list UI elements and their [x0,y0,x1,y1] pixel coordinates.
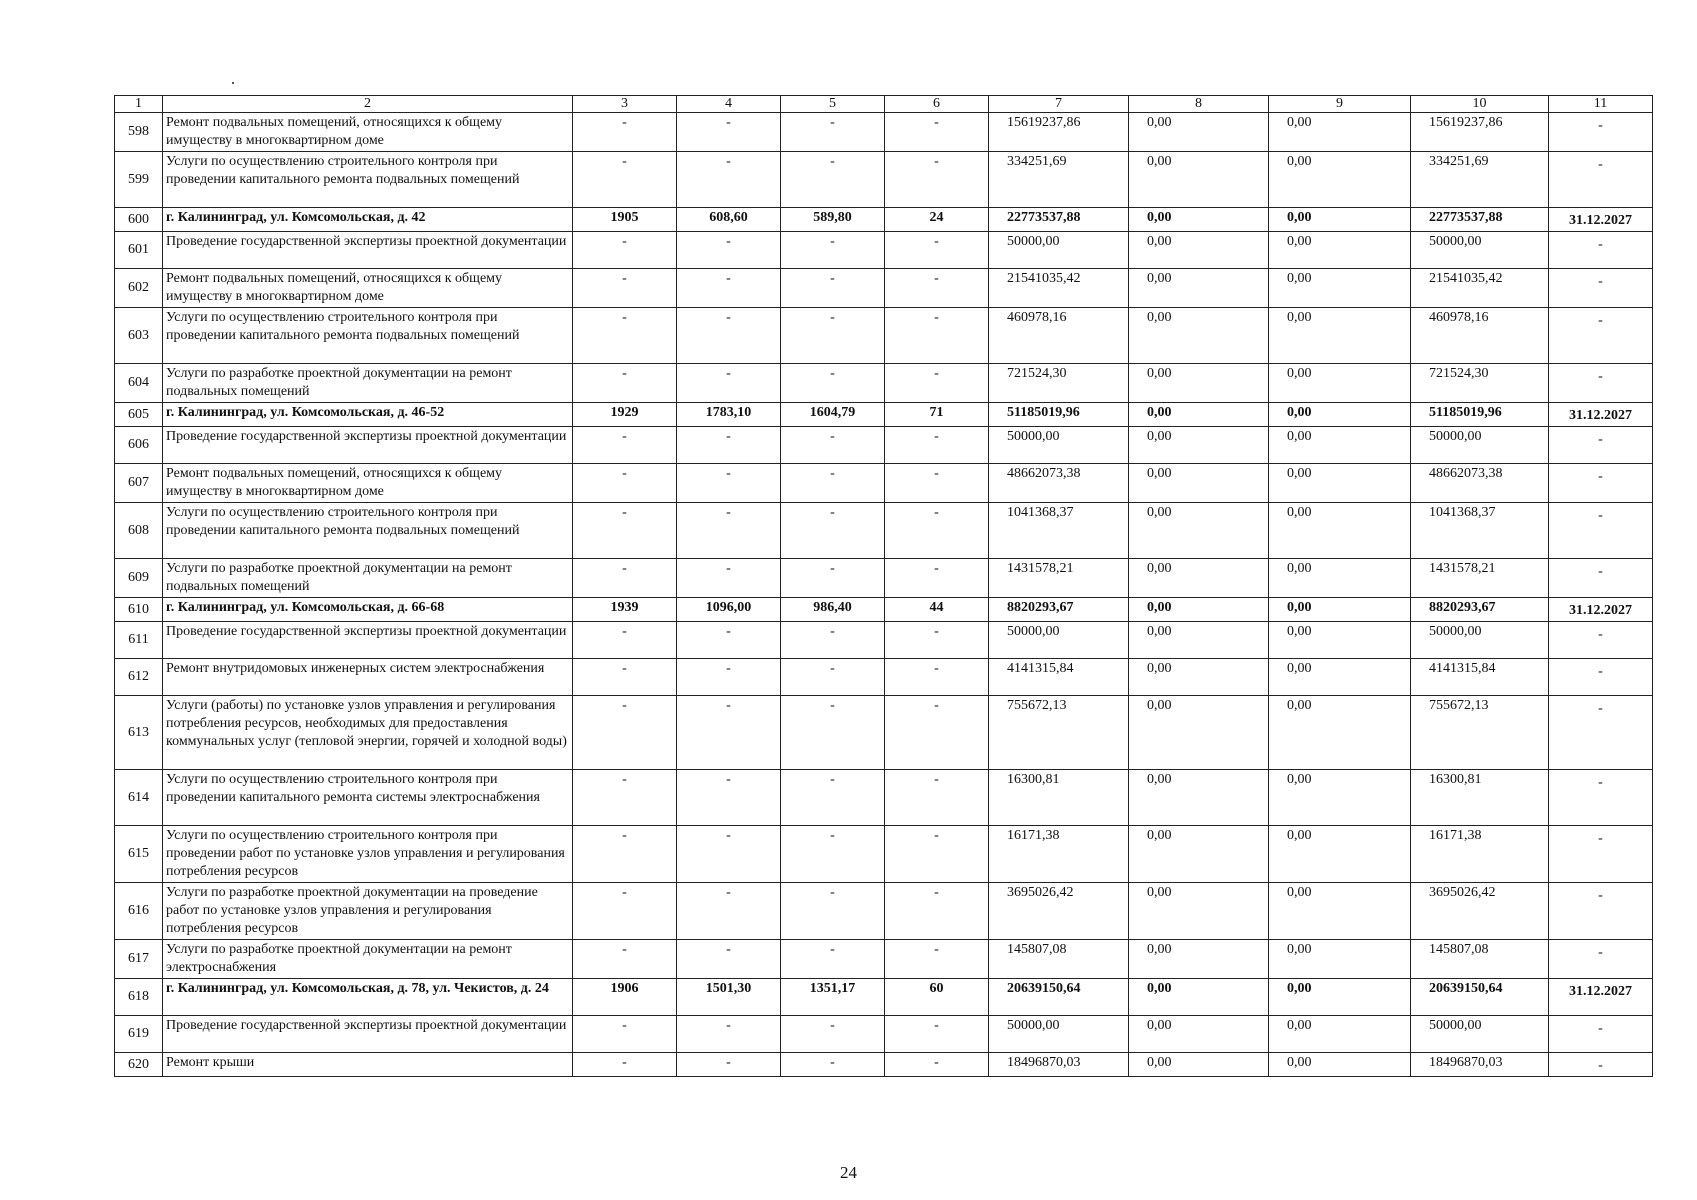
residents-count: - [885,503,989,559]
total-cost: 16171,38 [989,826,1129,883]
build-year: - [573,826,677,883]
table-row [115,598,1653,622]
residents-count: 60 [885,979,989,1016]
fund-amount-9: 0,00 [1269,364,1411,403]
fund-amount-8: 0,00 [1129,770,1269,826]
owners-funds: 3695026,42 [1411,883,1549,940]
build-year: - [573,1053,677,1077]
residents-count: - [885,622,989,659]
table-row [115,269,1653,308]
build-year: - [573,883,677,940]
column-header-4: 4 [677,96,781,113]
total-cost: 21541035,42 [989,269,1129,308]
owners-funds: 460978,16 [1411,308,1549,364]
fund-amount-8: 0,00 [1129,598,1269,622]
completion-date: - [1549,826,1653,883]
table-row [115,940,1653,979]
fund-amount-9: 0,00 [1269,659,1411,696]
completion-date: 31.12.2027 [1549,208,1653,232]
row-number: 615 [115,826,163,883]
completion-date: - [1549,1016,1653,1053]
residential-area: - [781,1053,885,1077]
table-row [115,659,1653,696]
fund-amount-8: 0,00 [1129,826,1269,883]
build-year: - [573,364,677,403]
build-year: 1939 [573,598,677,622]
build-year: 1905 [573,208,677,232]
row-number: 613 [115,696,163,770]
row-number: 608 [115,503,163,559]
row-number: 607 [115,464,163,503]
residents-count: - [885,559,989,598]
completion-date: - [1549,269,1653,308]
work-description: Ремонт внутридомовых инженерных систем электроснабжения [163,659,573,696]
fund-amount-9: 0,00 [1269,826,1411,883]
total-cost: 51185019,96 [989,403,1129,427]
total-area: 1096,00 [677,598,781,622]
total-cost: 334251,69 [989,152,1129,208]
build-year: 1906 [573,979,677,1016]
completion-date: - [1549,113,1653,152]
table-row [115,883,1653,940]
work-description: Услуги по разработке проектной документации на ремонт подвальных помещений [163,364,573,403]
fund-amount-8: 0,00 [1129,208,1269,232]
build-year: - [573,659,677,696]
fund-amount-9: 0,00 [1269,979,1411,1016]
residential-area: - [781,464,885,503]
column-header-5: 5 [781,96,885,113]
row-number: 599 [115,152,163,208]
work-description: Услуги по разработке проектной документации на ремонт электроснабжения [163,940,573,979]
build-year: - [573,427,677,464]
total-cost: 8820293,67 [989,598,1129,622]
total-area: - [677,940,781,979]
fund-amount-8: 0,00 [1129,1053,1269,1077]
fund-amount-9: 0,00 [1269,598,1411,622]
work-description: г. Калининград, ул. Комсомольская, д. 78, ул. Чекистов, д. 24 [163,979,573,1016]
residents-count: 24 [885,208,989,232]
row-number: 605 [115,403,163,427]
residential-area: - [781,364,885,403]
table-row [115,559,1653,598]
work-description: Проведение государственной экспертизы проектной документации [163,427,573,464]
total-cost: 145807,08 [989,940,1129,979]
residential-area: - [781,232,885,269]
owners-funds: 15619237,86 [1411,113,1549,152]
row-number: 601 [115,232,163,269]
fund-amount-9: 0,00 [1269,770,1411,826]
owners-funds: 16300,81 [1411,770,1549,826]
work-description: Ремонт подвальных помещений, относящихся к общему имуществу в многоквартирном доме [163,113,573,152]
build-year: - [573,269,677,308]
completion-date: - [1549,308,1653,364]
residential-area: - [781,152,885,208]
total-cost: 460978,16 [989,308,1129,364]
residents-count: - [885,308,989,364]
fund-amount-8: 0,00 [1129,659,1269,696]
residential-area: - [781,940,885,979]
residential-area: - [781,503,885,559]
total-cost: 1041368,37 [989,503,1129,559]
table-body [115,96,1653,1077]
row-number: 614 [115,770,163,826]
owners-funds: 50000,00 [1411,232,1549,269]
completion-date: - [1549,232,1653,269]
residential-area: - [781,269,885,308]
residents-count: - [885,1016,989,1053]
fund-amount-9: 0,00 [1269,208,1411,232]
column-header-7: 7 [989,96,1129,113]
fund-amount-8: 0,00 [1129,696,1269,770]
total-area: - [677,1053,781,1077]
fund-amount-8: 0,00 [1129,503,1269,559]
residential-area: - [781,826,885,883]
owners-funds: 51185019,96 [1411,403,1549,427]
column-header-8: 8 [1129,96,1269,113]
fund-amount-9: 0,00 [1269,883,1411,940]
total-area: - [677,113,781,152]
table-row [115,113,1653,152]
fund-amount-9: 0,00 [1269,269,1411,308]
fund-amount-8: 0,00 [1129,152,1269,208]
total-cost: 50000,00 [989,622,1129,659]
total-cost: 721524,30 [989,364,1129,403]
table-row [115,1016,1653,1053]
total-cost: 50000,00 [989,427,1129,464]
total-cost: 18496870,03 [989,1053,1129,1077]
row-number: 600 [115,208,163,232]
row-number: 617 [115,940,163,979]
total-cost: 3695026,42 [989,883,1129,940]
completion-date: - [1549,152,1653,208]
residents-count: - [885,464,989,503]
total-area: 608,60 [677,208,781,232]
row-number: 603 [115,308,163,364]
column-header-9: 9 [1269,96,1411,113]
residential-area: 986,40 [781,598,885,622]
row-number: 610 [115,598,163,622]
residents-count: - [885,113,989,152]
completion-date: - [1549,940,1653,979]
build-year: - [573,1016,677,1053]
total-area: - [677,883,781,940]
row-number: 620 [115,1053,163,1077]
fund-amount-9: 0,00 [1269,232,1411,269]
residents-count: - [885,232,989,269]
residents-count: - [885,1053,989,1077]
total-cost: 20639150,64 [989,979,1129,1016]
fund-amount-8: 0,00 [1129,113,1269,152]
table-row [115,696,1653,770]
build-year: - [573,232,677,269]
residential-area: - [781,308,885,364]
fund-amount-8: 0,00 [1129,464,1269,503]
work-description: г. Калининград, ул. Комсомольская, д. 46-52 [163,403,573,427]
completion-date: 31.12.2027 [1549,598,1653,622]
owners-funds: 50000,00 [1411,1016,1549,1053]
work-description: Ремонт крыши [163,1053,573,1077]
completion-date: - [1549,883,1653,940]
table-row [115,308,1653,364]
row-number: 611 [115,622,163,659]
column-header-10: 10 [1411,96,1549,113]
table-row [115,1053,1653,1077]
residential-area: 1351,17 [781,979,885,1016]
row-number: 598 [115,113,163,152]
build-year: - [573,622,677,659]
total-area: - [677,364,781,403]
row-number: 604 [115,364,163,403]
work-description: г. Калининград, ул. Комсомольская, д. 42 [163,208,573,232]
column-number-row [115,96,1653,113]
residents-count: - [885,883,989,940]
residents-count: - [885,269,989,308]
work-description: Услуги по осуществлению строительного контроля при проведении капитального ремонта подвальных помещений [163,503,573,559]
residential-area: - [781,427,885,464]
work-description: Услуги (работы) по установке узлов управления и регулирования потребления ресурсов, необходимых для предоставления коммунальных услуг (тепловой энергии, горячей и холодной воды) [163,696,573,770]
table-row [115,232,1653,269]
owners-funds: 4141315,84 [1411,659,1549,696]
total-area: - [677,152,781,208]
column-header-6: 6 [885,96,989,113]
owners-funds: 21541035,42 [1411,269,1549,308]
completion-date: - [1549,659,1653,696]
owners-funds: 22773537,88 [1411,208,1549,232]
row-number: 609 [115,559,163,598]
residential-area: - [781,696,885,770]
work-description: Ремонт подвальных помещений, относящихся к общему имуществу в многоквартирном доме [163,269,573,308]
work-description: Услуги по разработке проектной документации на проведение работ по установке узлов управления и регулирования потребления ресурсов [163,883,573,940]
build-year: - [573,308,677,364]
table-row [115,503,1653,559]
residential-area: - [781,1016,885,1053]
table-row [115,826,1653,883]
fund-amount-8: 0,00 [1129,940,1269,979]
fund-amount-9: 0,00 [1269,622,1411,659]
row-number: 618 [115,979,163,1016]
page-number: 24 [840,1163,857,1182]
owners-funds: 755672,13 [1411,696,1549,770]
work-description: Ремонт подвальных помещений, относящихся к общему имуществу в многоквартирном доме [163,464,573,503]
build-year: - [573,464,677,503]
total-area: - [677,826,781,883]
fund-amount-9: 0,00 [1269,696,1411,770]
total-area: - [677,559,781,598]
column-header-1: 1 [115,96,163,113]
fund-amount-9: 0,00 [1269,427,1411,464]
work-description: Услуги по осуществлению строительного контроля при проведении работ по установке узлов управления и регулирования потребления ресурсов [163,826,573,883]
fund-amount-9: 0,00 [1269,559,1411,598]
build-year: - [573,113,677,152]
fund-amount-8: 0,00 [1129,364,1269,403]
fund-amount-9: 0,00 [1269,503,1411,559]
work-description: Проведение государственной экспертизы проектной документации [163,232,573,269]
residents-count: - [885,940,989,979]
table-row [115,622,1653,659]
owners-funds: 145807,08 [1411,940,1549,979]
total-area: - [677,503,781,559]
work-description: г. Калининград, ул. Комсомольская, д. 66-68 [163,598,573,622]
total-cost: 22773537,88 [989,208,1129,232]
total-cost: 755672,13 [989,696,1129,770]
completion-date: 31.12.2027 [1549,979,1653,1016]
total-area: - [677,1016,781,1053]
column-header-11: 11 [1549,96,1653,113]
row-number: 619 [115,1016,163,1053]
scan-speck [232,82,234,84]
residents-count: - [885,659,989,696]
fund-amount-8: 0,00 [1129,269,1269,308]
total-cost: 16300,81 [989,770,1129,826]
total-area: - [677,659,781,696]
document-sheet [114,95,1652,1077]
table-row [115,464,1653,503]
total-area: - [677,622,781,659]
fund-amount-9: 0,00 [1269,403,1411,427]
total-area: 1783,10 [677,403,781,427]
fund-amount-8: 0,00 [1129,622,1269,659]
total-area: 1501,30 [677,979,781,1016]
table-row [115,979,1653,1016]
table-row [115,427,1653,464]
fund-amount-8: 0,00 [1129,1016,1269,1053]
table-row [115,208,1653,232]
row-number: 606 [115,427,163,464]
completion-date: 31.12.2027 [1549,403,1653,427]
table-row [115,770,1653,826]
owners-funds: 721524,30 [1411,364,1549,403]
residents-count: 44 [885,598,989,622]
residents-count: 71 [885,403,989,427]
fund-amount-9: 0,00 [1269,940,1411,979]
work-description: Услуги по осуществлению строительного контроля при проведении капитального ремонта подвальных помещений [163,308,573,364]
owners-funds: 20639150,64 [1411,979,1549,1016]
fund-amount-8: 0,00 [1129,559,1269,598]
fund-amount-9: 0,00 [1269,308,1411,364]
row-number: 612 [115,659,163,696]
completion-date: - [1549,770,1653,826]
build-year: - [573,152,677,208]
owners-funds: 334251,69 [1411,152,1549,208]
work-description: Услуги по разработке проектной документации на ремонт подвальных помещений [163,559,573,598]
fund-amount-8: 0,00 [1129,403,1269,427]
residential-area: 1604,79 [781,403,885,427]
column-header-2: 2 [163,96,573,113]
work-description: Услуги по осуществлению строительного контроля при проведении капитального ремонта подвальных помещений [163,152,573,208]
work-description: Проведение государственной экспертизы проектной документации [163,1016,573,1053]
completion-date: - [1549,1053,1653,1077]
fund-amount-9: 0,00 [1269,1053,1411,1077]
total-cost: 50000,00 [989,1016,1129,1053]
repair-program-table [114,95,1653,1077]
owners-funds: 8820293,67 [1411,598,1549,622]
owners-funds: 1041368,37 [1411,503,1549,559]
owners-funds: 50000,00 [1411,427,1549,464]
residential-area: - [781,883,885,940]
residential-area: - [781,622,885,659]
total-cost: 1431578,21 [989,559,1129,598]
row-number: 616 [115,883,163,940]
completion-date: - [1549,503,1653,559]
work-description: Проведение государственной экспертизы проектной документации [163,622,573,659]
work-description: Услуги по осуществлению строительного контроля при проведении капитального ремонта системы электроснабжения [163,770,573,826]
owners-funds: 50000,00 [1411,622,1549,659]
total-area: - [677,464,781,503]
fund-amount-8: 0,00 [1129,883,1269,940]
owners-funds: 18496870,03 [1411,1053,1549,1077]
build-year: - [573,696,677,770]
fund-amount-9: 0,00 [1269,113,1411,152]
table-row [115,403,1653,427]
total-area: - [677,269,781,308]
completion-date: - [1549,464,1653,503]
fund-amount-9: 0,00 [1269,152,1411,208]
residential-area: - [781,659,885,696]
completion-date: - [1549,364,1653,403]
completion-date: - [1549,559,1653,598]
total-cost: 4141315,84 [989,659,1129,696]
fund-amount-8: 0,00 [1129,979,1269,1016]
owners-funds: 48662073,38 [1411,464,1549,503]
fund-amount-9: 0,00 [1269,1016,1411,1053]
completion-date: - [1549,622,1653,659]
residential-area: 589,80 [781,208,885,232]
table-row [115,152,1653,208]
residents-count: - [885,770,989,826]
owners-funds: 1431578,21 [1411,559,1549,598]
residents-count: - [885,364,989,403]
residential-area: - [781,559,885,598]
total-area: - [677,427,781,464]
build-year: 1929 [573,403,677,427]
total-cost: 15619237,86 [989,113,1129,152]
total-area: - [677,770,781,826]
completion-date: - [1549,427,1653,464]
build-year: - [573,559,677,598]
total-area: - [677,232,781,269]
residents-count: - [885,152,989,208]
total-cost: 50000,00 [989,232,1129,269]
completion-date: - [1549,696,1653,770]
residents-count: - [885,826,989,883]
build-year: - [573,503,677,559]
fund-amount-8: 0,00 [1129,308,1269,364]
build-year: - [573,940,677,979]
residents-count: - [885,696,989,770]
total-area: - [677,696,781,770]
total-cost: 48662073,38 [989,464,1129,503]
table-row [115,364,1653,403]
total-area: - [677,308,781,364]
residents-count: - [885,427,989,464]
owners-funds: 16171,38 [1411,826,1549,883]
row-number: 602 [115,269,163,308]
column-header-3: 3 [573,96,677,113]
build-year: - [573,770,677,826]
fund-amount-8: 0,00 [1129,232,1269,269]
residential-area: - [781,770,885,826]
residential-area: - [781,113,885,152]
fund-amount-9: 0,00 [1269,464,1411,503]
fund-amount-8: 0,00 [1129,427,1269,464]
